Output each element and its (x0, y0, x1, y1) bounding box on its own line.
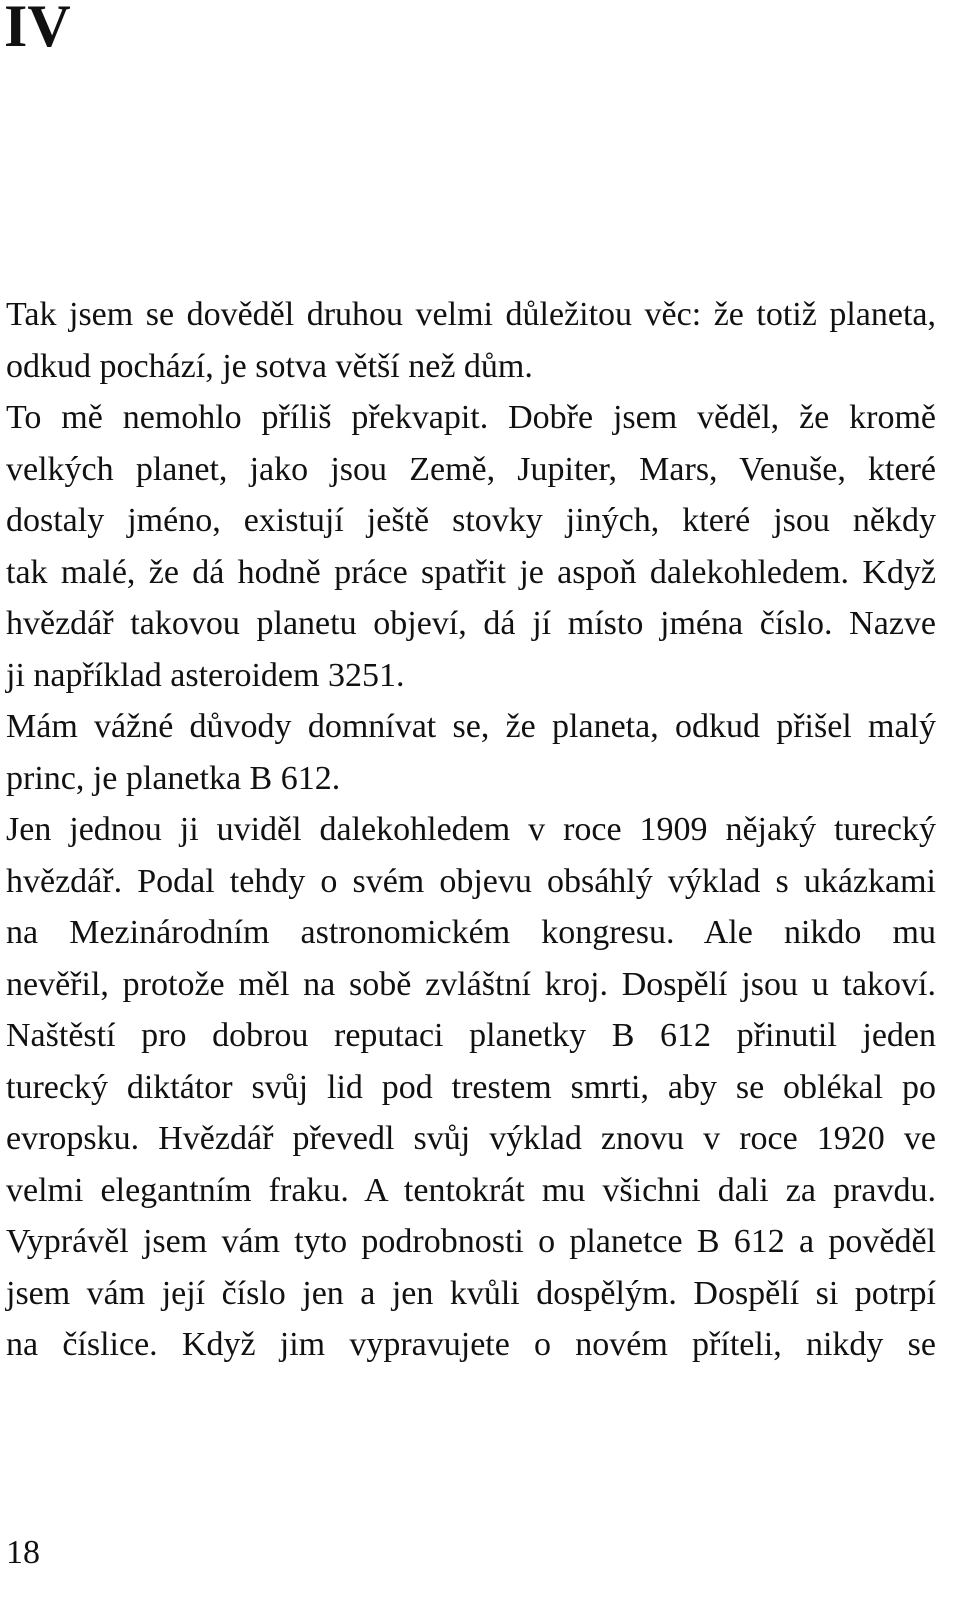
text-line: evropsku. Hvězdář převedl svůj výklad znovu v roce 1920 ve (6, 1120, 936, 1157)
text-line: hvězdář takovou planetu objeví, dá jí místo jména číslo. Nazve (6, 605, 936, 642)
chapter-heading: IV (4, 0, 71, 59)
text-line: dostaly jméno, existují ještě stovky jiných, které jsou někdy (6, 502, 936, 539)
text-line: nevěřil, protože měl na sobě zvláštní kroj. Dospělí jsou u takoví. (6, 965, 936, 1003)
text-line: Tak jsem se dověděl druhou velmi důležitou věc: že totiž planeta, (6, 296, 936, 333)
page-number: 18 (6, 1534, 40, 1571)
text-line: To mě nemohlo příliš překvapit. Dobře jsem věděl, že kromě (6, 399, 936, 436)
text-line: ji například asteroidem 3251. (6, 656, 405, 694)
text-line: velkých planet, jako jsou Země, Jupiter, Mars, Venuše, které (6, 450, 936, 488)
text-line: Jen jednou ji uviděl dalekohledem v roce 1909 nějaký turecký (6, 811, 936, 848)
text-line: hvězdář. Podal tehdy o svém objevu obsáhlý výklad s ukázkami (6, 862, 936, 900)
text-line: turecký diktátor svůj lid pod trestem smrti, aby se oblékal po (6, 1068, 936, 1106)
text-line: princ, je planetka B 612. (6, 759, 341, 797)
text-line: velmi elegantním fraku. A tentokrát mu všichni dali za pravdu. (6, 1171, 936, 1209)
text-line: jsem vám její číslo jen a jen kvůli dospělým. Dospělí si potrpí (6, 1274, 936, 1312)
text-line: tak malé, že dá hodně práce spatřit je aspoň dalekohledem. Když (6, 553, 936, 591)
text-line: na Mezinárodním astronomickém kongresu. Ale nikdo mu (6, 914, 936, 951)
body-text (6, 289, 936, 1371)
text-line: Mám vážné důvody domnívat se, že planeta, odkud přišel malý (6, 708, 936, 745)
text-line: odkud pochází, je sotva větší než dům. (6, 347, 533, 385)
text-line: Vyprávěl jsem vám tyto podrobnosti o planetce B 612 a pověděl (6, 1223, 936, 1260)
text-line: Naštěstí pro dobrou reputaci planetky B 612 přinutil jeden (6, 1017, 936, 1054)
text-line: na číslice. Když jim vypravujete o novém příteli, nikdy se (6, 1326, 936, 1363)
